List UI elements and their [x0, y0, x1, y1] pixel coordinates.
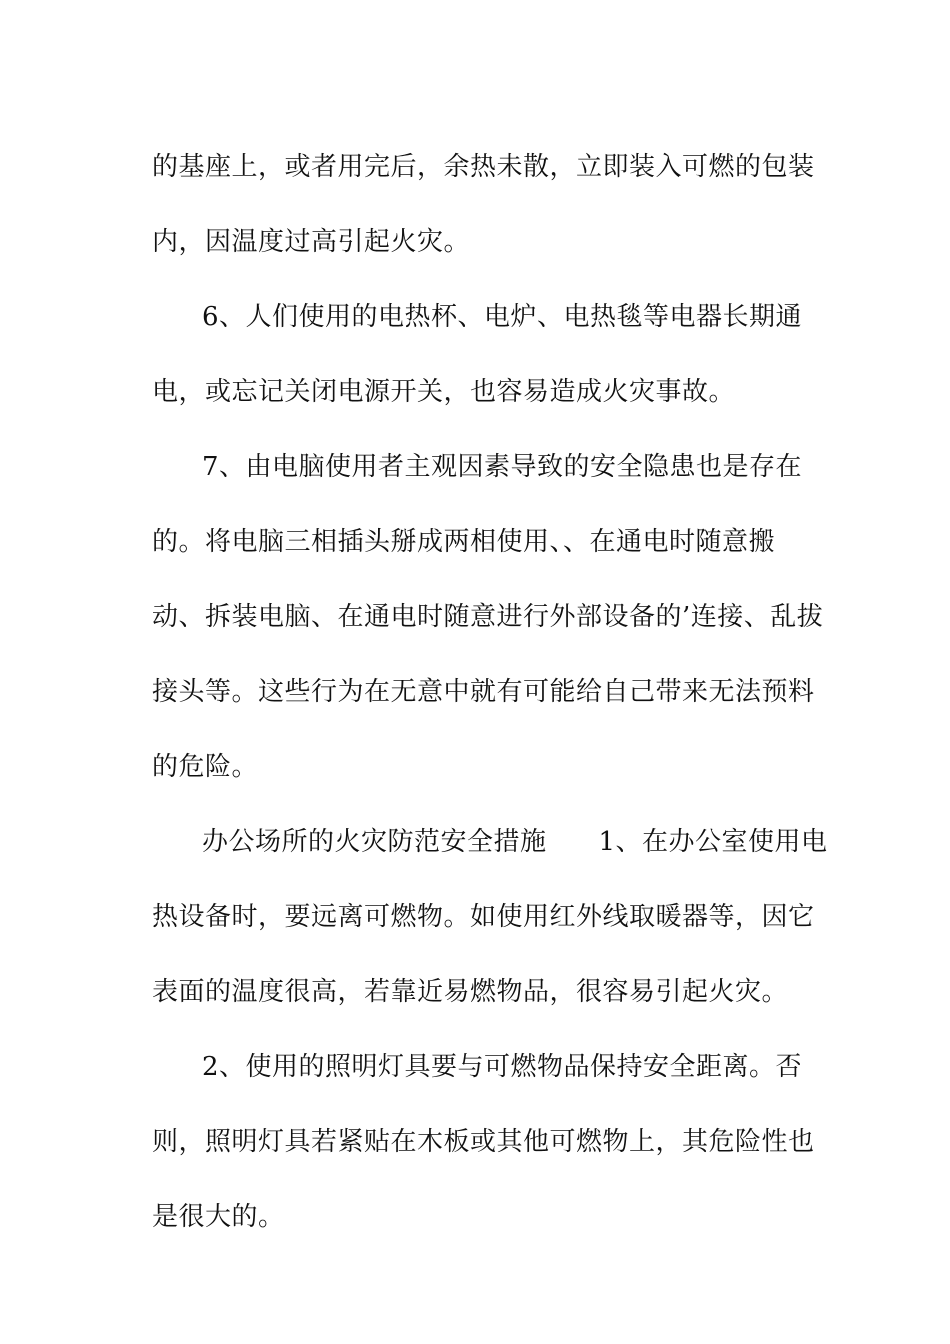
- text-line: 6、人们使用的电热杯、电炉、电热毯等电器长期通: [202, 302, 803, 332]
- text-segment: 1、在办公室使用电: [598, 827, 828, 857]
- text-line: 的危险。: [152, 752, 259, 782]
- text-line: 的基座上，或者用完后，余热未散，立即装入可燃的包装: [152, 152, 815, 182]
- document-body: [152, 130, 828, 1255]
- text-line: 动、拆装电脑、在通电时随意进行外部设备的’连接、乱拔: [152, 602, 824, 632]
- text-line: 则，照明灯具若紧贴在木板或其他可燃物上，其危险性也: [152, 1127, 815, 1157]
- text-line: 是很大的。: [152, 1202, 285, 1232]
- text-line: 表面的温度很高，若靠近易燃物品，很容易引起火灾。: [152, 977, 789, 1007]
- text-line: 热设备时，要远离可燃物。如使用红外线取暖器等，因它: [152, 902, 815, 932]
- text-line: 的。将电脑三相插头掰成两相使用、、在通电时随意搬: [152, 527, 776, 557]
- text-line: 7、由电脑使用者主观因素导致的安全隐患也是存在: [202, 452, 803, 482]
- text-line: [152, 805, 828, 880]
- text-line: 2、使用的照明灯具要与可燃物品保持安全距离。否: [202, 1052, 803, 1082]
- text-line: 接头等。这些行为在无意中就有可能给自己带来无法预料: [152, 677, 815, 707]
- section-heading: 办公场所的火灾防范安全措施: [202, 827, 547, 857]
- text-line: 内，因温度过高引起火灾。: [152, 227, 471, 257]
- text-line: 电，或忘记关闭电源开关，也容易造成火灾事故。: [152, 377, 736, 407]
